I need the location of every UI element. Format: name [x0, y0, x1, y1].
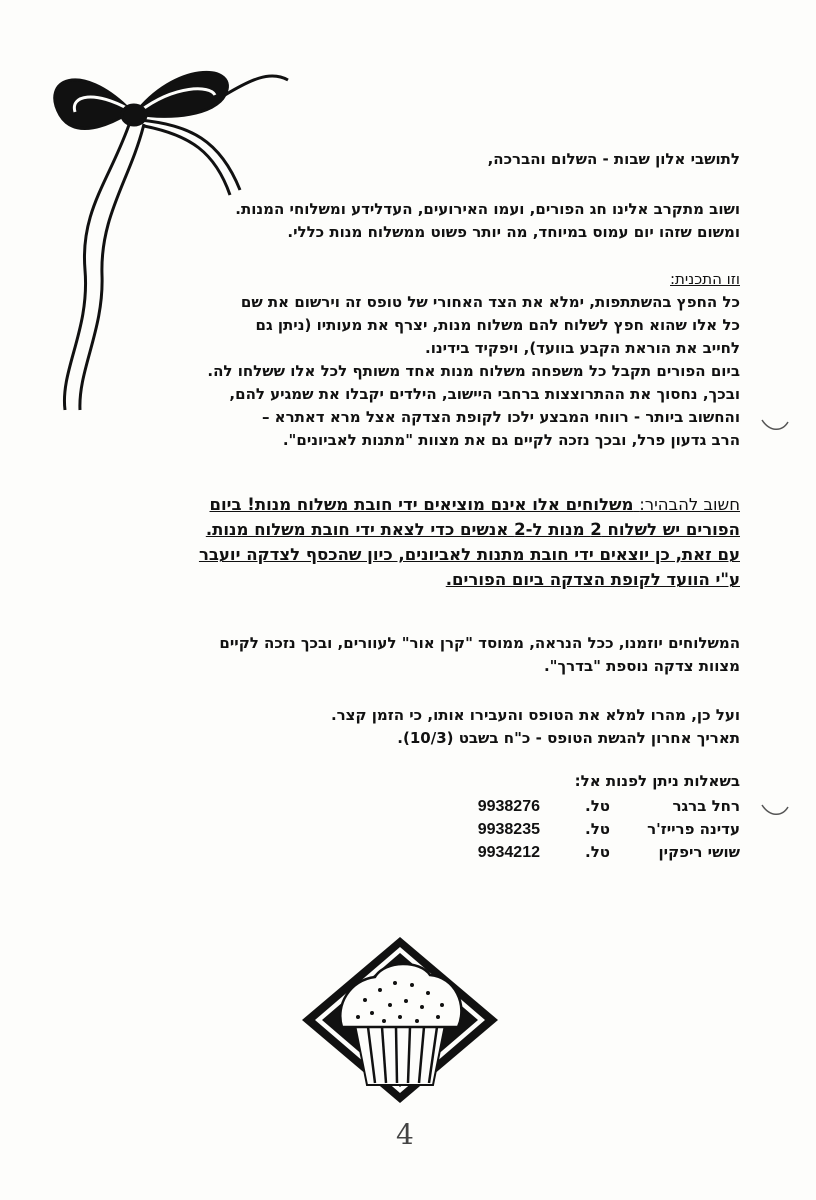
greeting: לתושבי אלון שבות - השלום והברכה, [487, 150, 740, 168]
contact-tel-label: טל. [585, 843, 610, 861]
contact-tel-label: טל. [585, 797, 610, 815]
deliveries-line: המשלוחים יוזמנו, ככל הנראה, ממוסד "קרן אור" לעוורים, ובכך נזכה לקיים [219, 634, 740, 652]
important-line: עם זאת, כן יוצאים ידי חובת מתנות לאביונים, כיון שהכסף לצדקה יועבר [198, 545, 740, 564]
important-notice [60, 492, 740, 592]
closing-line: תאריך אחרון להגשת הטופס - כ"ח בשבט (10/3). [397, 729, 740, 747]
intro-line: ומשום שזהו יום עמוס במיוחד, מה יותר פשוט ממשלוח מנות כללי. [287, 223, 740, 241]
punch-hole-mark [760, 795, 790, 825]
contact-row [420, 795, 740, 818]
contact-name: שושי ריפקין [658, 843, 740, 861]
plan-line: ובכך, נחסוך את ההתרוצצות ברחבי היישוב, הילדים יקבלו את שמגיע להם, [229, 385, 740, 403]
page-number: 4 [396, 1118, 414, 1151]
questions-heading: בשאלות ניתן לפנות אל: [574, 772, 740, 790]
plan-line: ביום הפורים תקבל כל משפחה משלוח מנות אחד משותף לכל אלו ששלחו לה. [207, 362, 740, 380]
closing-line: ועל כן, מהרו למלא את הטופס והעבירו אותו, כי הזמן קצר. [330, 706, 740, 724]
important-label: חשוב להבהיר: [639, 495, 740, 514]
intro-line: ושוב מתקרב אלינו חג הפורים, ועמו האירועים, העדלידע ומשלוחי המנות. [235, 200, 740, 218]
important-line: הפורים יש לשלוח 2 מנות ל-2 אנשים כדי לצאת ידי חובת משלוח מנות. [205, 520, 740, 539]
plan-line: כל החפץ בהשתתפות, ימלא את הצד האחורי של טופס זה וירשום את שם [240, 293, 740, 311]
important-line: משלוחים אלו אינם מוציאים ידי חובת משלוח מנות! ביום [209, 495, 634, 514]
contact-name: עדינה פרייז'ר [647, 820, 740, 838]
deliveries-line: מצוות צדקה נוספת "בדרך". [543, 657, 740, 675]
cupcake-illustration [300, 935, 500, 1105]
plan-line: כל אלו שהוא חפץ לשלוח להם משלוח מנות, יצרף את מעותיו (ניתן גם [255, 316, 740, 334]
contact-tel-label: טל. [585, 820, 610, 838]
contact-row [420, 818, 740, 841]
contacts-section [420, 770, 740, 864]
plan-section [60, 268, 740, 452]
plan-line: והחשוב ביותר - רווחי המבצע ילכו לקופת הצדקה אצל מרא דאתרא – [261, 408, 740, 426]
plan-line: לחייב את הוראת הקבע בוועד), ויפקיד בידינו. [425, 339, 740, 357]
contact-row [420, 841, 740, 864]
punch-hole-mark [760, 410, 790, 440]
plan-line: הרב גדעון פרל, ובכך נזכה לקיים גם את מצוות "מתנות לאביונים". [282, 431, 740, 449]
contact-phone: 9934212 [477, 844, 540, 861]
plan-heading: וזו התכנית: [670, 270, 740, 288]
contact-phone: 9938235 [477, 821, 540, 838]
contact-name: רחל ברגר [672, 797, 740, 815]
contact-phone: 9938276 [477, 798, 540, 815]
important-line: ע"י הוועד לקופת הצדקה ביום הפורים. [445, 570, 740, 589]
